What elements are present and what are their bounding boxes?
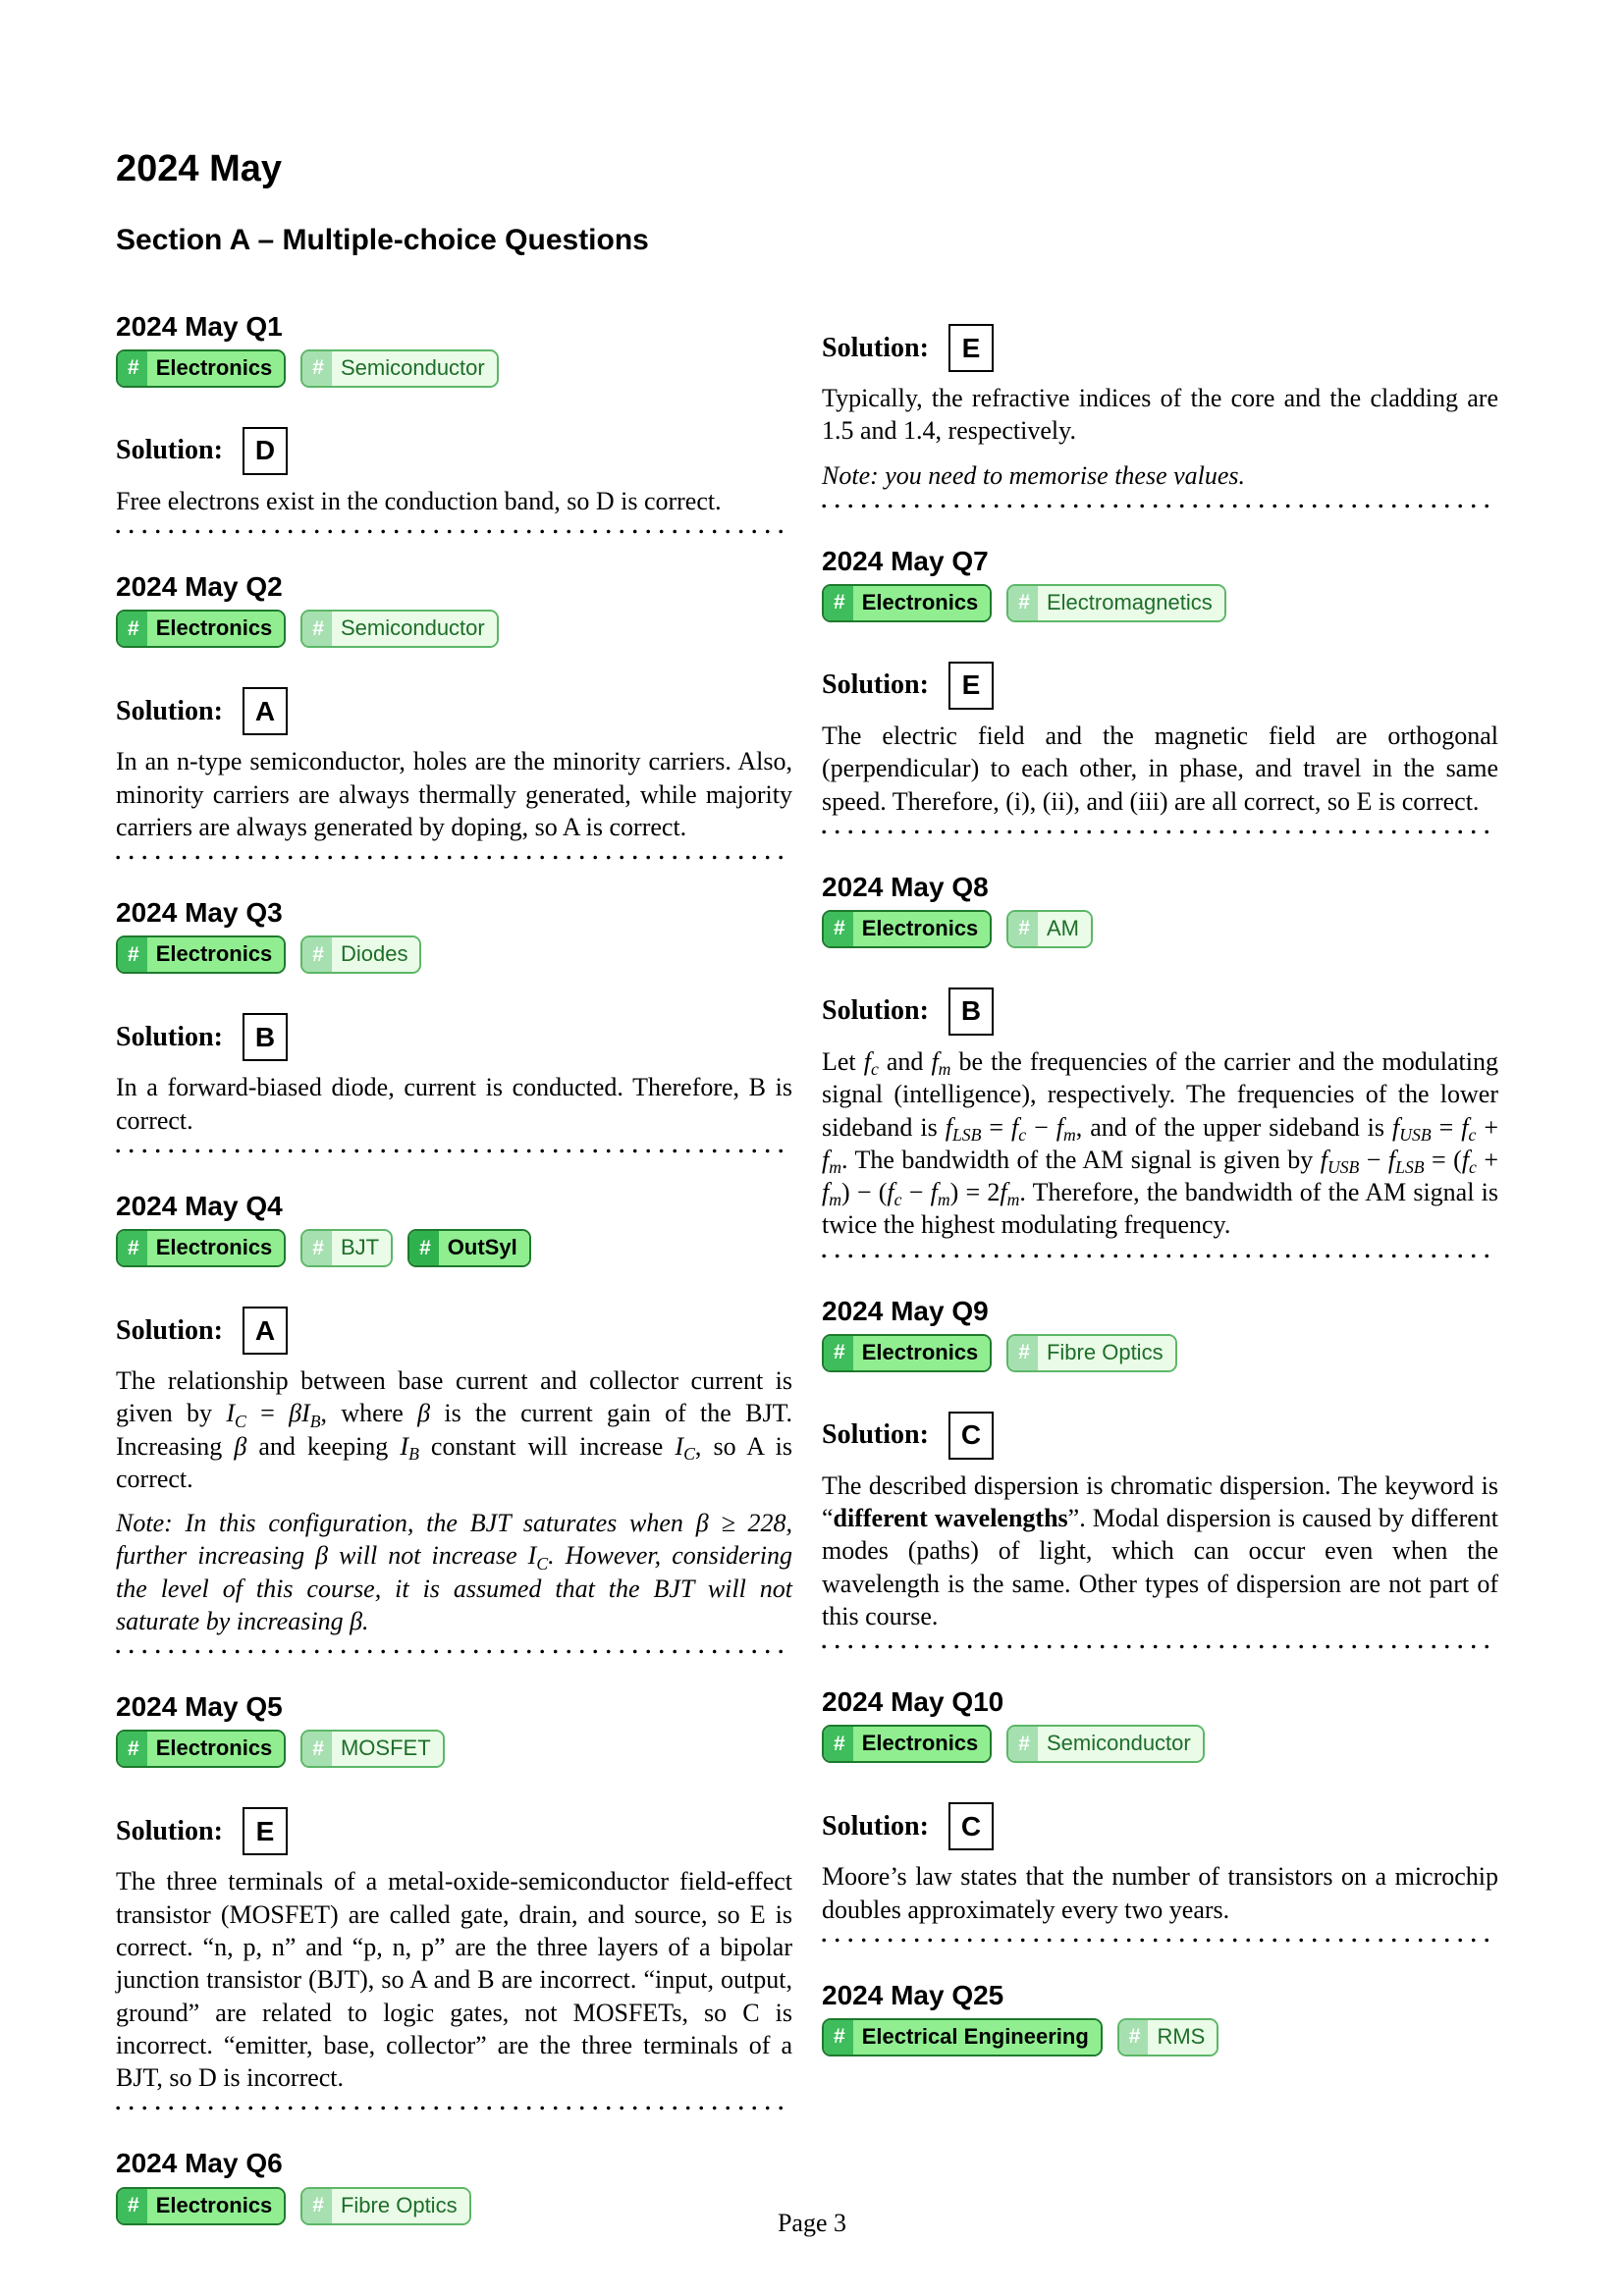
solution-paragraph: [116, 1865, 792, 2094]
text-run: is the current gain of the BJT. Increasing: [116, 1399, 793, 1461]
hash-icon: #: [118, 1732, 147, 1766]
note-paragraph: [116, 1507, 792, 1637]
two-column-layout: [116, 149, 1508, 2225]
solution-label: Solution:: [822, 1419, 929, 1451]
text-run: The described dispersion is chromatic dispersion. The keyword is “: [822, 1470, 1498, 1533]
text-run: m: [829, 1157, 841, 1178]
solution-line: [822, 1412, 1498, 1460]
tags-row: [116, 610, 792, 648]
tag-bjt: [300, 1229, 393, 1267]
hash-icon: #: [302, 1732, 332, 1766]
text-run: , and of the upper sideband is: [1075, 1112, 1393, 1142]
text-run: Let: [822, 1046, 864, 1076]
text-run: f: [1000, 1178, 1007, 1207]
text-run: Moore’s law states that the number of transistors on a microchip doubles approximately every two years.: [822, 1862, 1498, 1924]
text-run: Typically, the refractive indices of the core and the cladding are 1.5 and 1.4, respectively.: [822, 384, 1498, 446]
solution-line: [116, 1013, 792, 1061]
text-run: I: [226, 1399, 236, 1428]
dotted-separator: [822, 1254, 1498, 1258]
text-run: =: [981, 1112, 1012, 1142]
text-run: β: [234, 1431, 247, 1461]
text-run: Note: you need to memorise these values.: [822, 460, 1246, 490]
text-run: C: [235, 1411, 246, 1431]
text-run: β: [417, 1399, 431, 1428]
question-heading: 2024 May Q9: [822, 1295, 989, 1326]
tag-label: Electronics: [147, 612, 285, 646]
text-run: f: [945, 1112, 952, 1142]
text-run: C: [536, 1553, 549, 1574]
text-run: β: [695, 1509, 709, 1538]
text-run: Note: In this configuration, the BJT saturates when: [116, 1509, 696, 1538]
answer-box: A: [243, 1307, 288, 1355]
solution-line: [116, 427, 792, 475]
text-run: C: [683, 1443, 695, 1464]
tag-electronics: [822, 910, 992, 948]
answer-box: E: [948, 662, 994, 710]
question-heading: 2024 May Q7: [822, 545, 989, 576]
tag-outsyl: [407, 1229, 531, 1267]
tag-electromagnetics: [1006, 584, 1225, 622]
text-run: The three terminals of a metal-oxide-semiconductor field-effect transistor (MOSFET) are called gate, drain, and source, so E is correct. “n, p, n” and “p, n, p” are the three layers of a bipolar junction transistor (BJT), so A and B are incorrect. “input, output, ground” are related to logic gates, not MOSFETs, so C is incorrect. “emitter, base, collector” are the three terminals of a BJT, so D is incorrect.: [116, 1867, 792, 2093]
text-run: +: [1476, 1145, 1498, 1174]
text-run: I: [301, 1399, 310, 1428]
dotted-separator: [822, 1644, 1498, 1649]
solution-label: Solution:: [116, 1815, 223, 1846]
text-run: ”. Modal dispersion is caused by different modes (paths) of light, which can occur even when the wavelength is the same. Other types of dispersion are not part of this course.: [822, 1504, 1499, 1630]
text-run: B: [408, 1443, 419, 1464]
answer-box: D: [243, 427, 288, 475]
tag-label: Electronics: [147, 1231, 285, 1265]
tag-rms: [1117, 2018, 1219, 2056]
hash-icon: #: [1008, 1336, 1038, 1370]
page-title: 2024 May: [116, 148, 283, 189]
text-run: different wavelengths: [833, 1504, 1068, 1533]
text-run: −: [901, 1178, 931, 1207]
tags-row: [116, 1730, 792, 1768]
tag-electronics: [822, 1334, 992, 1372]
tags-row: [116, 1229, 792, 1267]
text-run: and: [878, 1046, 932, 1076]
answer-box: E: [948, 324, 994, 372]
text-run: The electric field and the magnetic field are orthogonal (perpendicular) to each other, in phase, and travel in the same speed. Therefore, (i), (ii), and (iii) are all correct, so E is correct.: [822, 721, 1498, 816]
text-run: will not increase: [328, 1541, 528, 1571]
answer-box: A: [243, 687, 288, 735]
solution-paragraph: [822, 720, 1498, 818]
question-blocks-right: [822, 324, 1498, 2056]
question-heading: 2024 May Q5: [116, 1691, 283, 1723]
text-run: f: [822, 1178, 830, 1207]
tag-label: Electronics: [853, 1727, 991, 1761]
text-run: I: [675, 1431, 684, 1461]
solution-label: Solution:: [822, 1810, 929, 1842]
text-run: , where: [320, 1399, 418, 1428]
answer-box: B: [243, 1013, 288, 1061]
text-run: −: [1026, 1112, 1056, 1142]
text-run: f: [887, 1178, 894, 1207]
dotted-separator: [116, 2106, 792, 2110]
dotted-separator: [116, 1148, 792, 1153]
tag-label: Electronics: [853, 912, 991, 946]
hash-icon: #: [118, 937, 147, 972]
text-run: m: [1062, 1124, 1076, 1145]
text-run: m: [937, 1190, 950, 1210]
text-run: f: [1461, 1112, 1469, 1142]
text-run: β: [289, 1399, 302, 1428]
dotted-separator: [822, 1938, 1498, 1943]
text-run: = (: [1424, 1145, 1462, 1174]
text-run: Free electrons exist in the conduction band, so D is correct.: [116, 486, 722, 515]
dotted-separator: [116, 529, 792, 534]
text-run: c: [893, 1190, 902, 1210]
tag-semiconductor: [300, 349, 498, 388]
tag-label: Semiconductor: [332, 351, 497, 386]
tag-label: Electronics: [853, 586, 991, 620]
solution-paragraph: [822, 382, 1498, 448]
tag-diodes: [300, 935, 421, 974]
hash-icon: #: [1008, 1727, 1038, 1761]
tag-label: AM: [1038, 912, 1091, 946]
tag-electronics: [116, 1730, 286, 1768]
tag-electronics: [822, 584, 992, 622]
solution-label: Solution:: [116, 695, 223, 726]
page-number: Page 3: [777, 2209, 847, 2237]
tag-label: Electronics: [147, 937, 285, 972]
tag-electrical-engineering: [822, 2018, 1103, 2056]
text-run: −: [1359, 1145, 1388, 1174]
solution-line: [822, 988, 1498, 1036]
question-heading: 2024 May Q25: [822, 1979, 1004, 2010]
tag-label: RMS: [1148, 2020, 1217, 2055]
text-run: c: [1468, 1124, 1477, 1145]
hash-icon: #: [302, 612, 332, 646]
hash-icon: #: [824, 1336, 853, 1370]
text-run: . However, considering the level of this course, it is assumed that the BJT will not saturate by increasing: [116, 1541, 792, 1635]
tag-label: Fibre Optics: [1038, 1336, 1175, 1370]
tag-electronics: [116, 349, 286, 388]
tag-mosfet: [300, 1730, 444, 1768]
column-right: [822, 149, 1498, 2225]
tag-label: Electronics: [147, 2189, 285, 2223]
question-heading: 2024 May Q6: [116, 2148, 283, 2179]
solution-line: [116, 1807, 792, 1855]
solution-label: Solution:: [822, 332, 929, 363]
tags-row: [822, 1334, 1498, 1372]
tag-label: OutSyl: [439, 1231, 529, 1265]
tag-label: Semiconductor: [332, 612, 497, 646]
hash-icon: #: [824, 1727, 853, 1761]
tag-electronics: [822, 1725, 992, 1763]
text-run: USB: [1326, 1157, 1360, 1178]
solution-label: Solution:: [822, 995, 929, 1027]
text-run: c: [1018, 1124, 1027, 1145]
question-heading: 2024 May Q8: [822, 871, 989, 902]
question-heading: 2024 May Q2: [116, 571, 283, 603]
section-heading: Section A – Multiple-choice Questions: [116, 223, 649, 256]
text-run: f: [1011, 1112, 1019, 1142]
solution-paragraph: [116, 745, 792, 843]
solution-paragraph: [822, 1469, 1498, 1632]
text-run: β: [350, 1607, 363, 1635]
text-run: The relationship between base current and collector current is given by: [116, 1366, 792, 1428]
text-run: ) − (: [841, 1178, 888, 1207]
hash-icon: #: [118, 612, 147, 646]
text-run: be the frequencies of the carrier and the modulating signal (intelligence), respectively. The frequencies of the lower sideband is: [822, 1046, 1498, 1142]
column-left: [116, 149, 792, 2225]
question-blocks-left: [116, 311, 792, 2225]
tag-label: Diodes: [332, 937, 419, 972]
hash-icon: #: [118, 351, 147, 386]
tag-semiconductor: [1006, 1725, 1204, 1763]
question-heading: 2024 May Q1: [116, 310, 283, 342]
text-run: +: [1476, 1112, 1498, 1142]
text-run: USB: [1399, 1124, 1432, 1145]
text-run: m: [938, 1059, 951, 1080]
hash-icon: #: [302, 1231, 332, 1265]
solution-line: [116, 687, 792, 735]
text-run: and keeping: [246, 1431, 401, 1461]
dotted-separator: [116, 1649, 792, 1654]
text-run: f: [1320, 1145, 1327, 1174]
solution-paragraph: [116, 1364, 792, 1495]
tag-am: [1006, 910, 1093, 948]
hash-icon: #: [118, 2189, 147, 2223]
text-run: In a forward-biased diode, current is conducted. Therefore, B is correct.: [116, 1073, 792, 1135]
solution-line: [822, 662, 1498, 710]
solution-label: Solution:: [116, 1314, 223, 1346]
tag-electronics: [116, 1229, 286, 1267]
tag-semiconductor: [300, 610, 498, 648]
answer-box: C: [948, 1412, 994, 1460]
hash-icon: #: [824, 2020, 853, 2055]
tags-row: [116, 349, 792, 388]
dotted-separator: [116, 855, 792, 860]
text-run: m: [829, 1190, 841, 1210]
text-run: =: [1431, 1112, 1462, 1142]
text-run: c: [870, 1059, 879, 1080]
text-run: m: [1006, 1190, 1020, 1210]
hash-icon: #: [302, 937, 332, 972]
text-run: f: [863, 1046, 871, 1076]
text-run: I: [527, 1541, 537, 1571]
text-run: . The bandwidth of the AM signal is given by: [841, 1145, 1321, 1174]
tag-label: BJT: [332, 1231, 391, 1265]
solution-label: Solution:: [822, 669, 929, 701]
solution-paragraph: [822, 1860, 1498, 1926]
text-run: , so A is correct.: [116, 1431, 792, 1493]
note-paragraph: [822, 459, 1498, 492]
solution-line: [116, 1307, 792, 1355]
solution-paragraph: [822, 1045, 1498, 1242]
tags-row: [822, 2018, 1498, 2056]
tag-electronics: [116, 935, 286, 974]
hash-icon: #: [824, 912, 853, 946]
hash-icon: #: [302, 351, 332, 386]
text-run: f: [930, 1178, 938, 1207]
solution-line: [822, 324, 1498, 372]
tags-row: [822, 1725, 1498, 1763]
tag-label: Electromagnetics: [1038, 586, 1224, 620]
hash-icon: #: [1119, 2020, 1149, 2055]
tags-row: [822, 584, 1498, 622]
tag-label: Electronics: [147, 351, 285, 386]
text-run: constant will increase: [418, 1431, 676, 1461]
question-heading: 2024 May Q10: [822, 1686, 1004, 1718]
text-run: .: [362, 1607, 369, 1635]
answer-box: B: [948, 988, 994, 1036]
text-run: β: [315, 1541, 329, 1571]
dotted-separator: [822, 504, 1498, 508]
tags-row: [116, 935, 792, 974]
hash-icon: #: [409, 1231, 439, 1265]
answer-box: E: [243, 1807, 288, 1855]
hash-icon: #: [302, 2189, 332, 2223]
text-run: =: [245, 1399, 290, 1428]
text-run: c: [1469, 1157, 1477, 1178]
text-run: . Therefore, the bandwidth of the AM signal is twice the highest modulating frequency.: [822, 1178, 1498, 1240]
tag-label: Fibre Optics: [332, 2189, 469, 2223]
solution-paragraph: [116, 1071, 792, 1137]
hash-icon: #: [824, 586, 853, 620]
dotted-separator: [822, 829, 1498, 834]
tag-label: Semiconductor: [1038, 1727, 1203, 1761]
tag-label: MOSFET: [332, 1732, 443, 1766]
hash-icon: #: [1008, 586, 1038, 620]
text-run: f: [1387, 1145, 1396, 1174]
text-run: I: [400, 1431, 409, 1461]
text-run: In an n-type semiconductor, holes are the minority carriers. Also, minority carriers are always thermally generated, while majority carriers are always generated by doping, so A is correct.: [116, 747, 792, 841]
text-run: B: [309, 1411, 321, 1431]
solution-label: Solution:: [116, 435, 223, 466]
hash-icon: #: [118, 1231, 147, 1265]
text-run: LSB: [1395, 1157, 1425, 1178]
text-run: f: [1461, 1145, 1470, 1174]
hash-icon: #: [1008, 912, 1038, 946]
tag-label: Electronics: [853, 1336, 991, 1370]
tag-fibre-optics: [1006, 1334, 1176, 1372]
tags-row: [822, 910, 1498, 948]
text-run: LSB: [951, 1124, 982, 1145]
text-run: ) = 2: [949, 1178, 1001, 1207]
answer-box: C: [948, 1802, 994, 1850]
text-run: f: [1392, 1112, 1400, 1142]
text-run: ≥ 228, further increasing: [116, 1509, 792, 1571]
text-run: f: [822, 1145, 830, 1174]
tag-label: Electrical Engineering: [853, 2020, 1101, 2055]
tag-electronics: [116, 610, 286, 648]
solution-paragraph: [116, 485, 792, 517]
tag-label: Electronics: [147, 1732, 285, 1766]
solution-label: Solution:: [116, 1021, 223, 1052]
text-run: f: [931, 1046, 939, 1076]
solution-line: [822, 1802, 1498, 1850]
text-run: f: [1056, 1112, 1063, 1142]
question-heading: 2024 May Q4: [116, 1190, 283, 1221]
question-heading: 2024 May Q3: [116, 897, 283, 929]
